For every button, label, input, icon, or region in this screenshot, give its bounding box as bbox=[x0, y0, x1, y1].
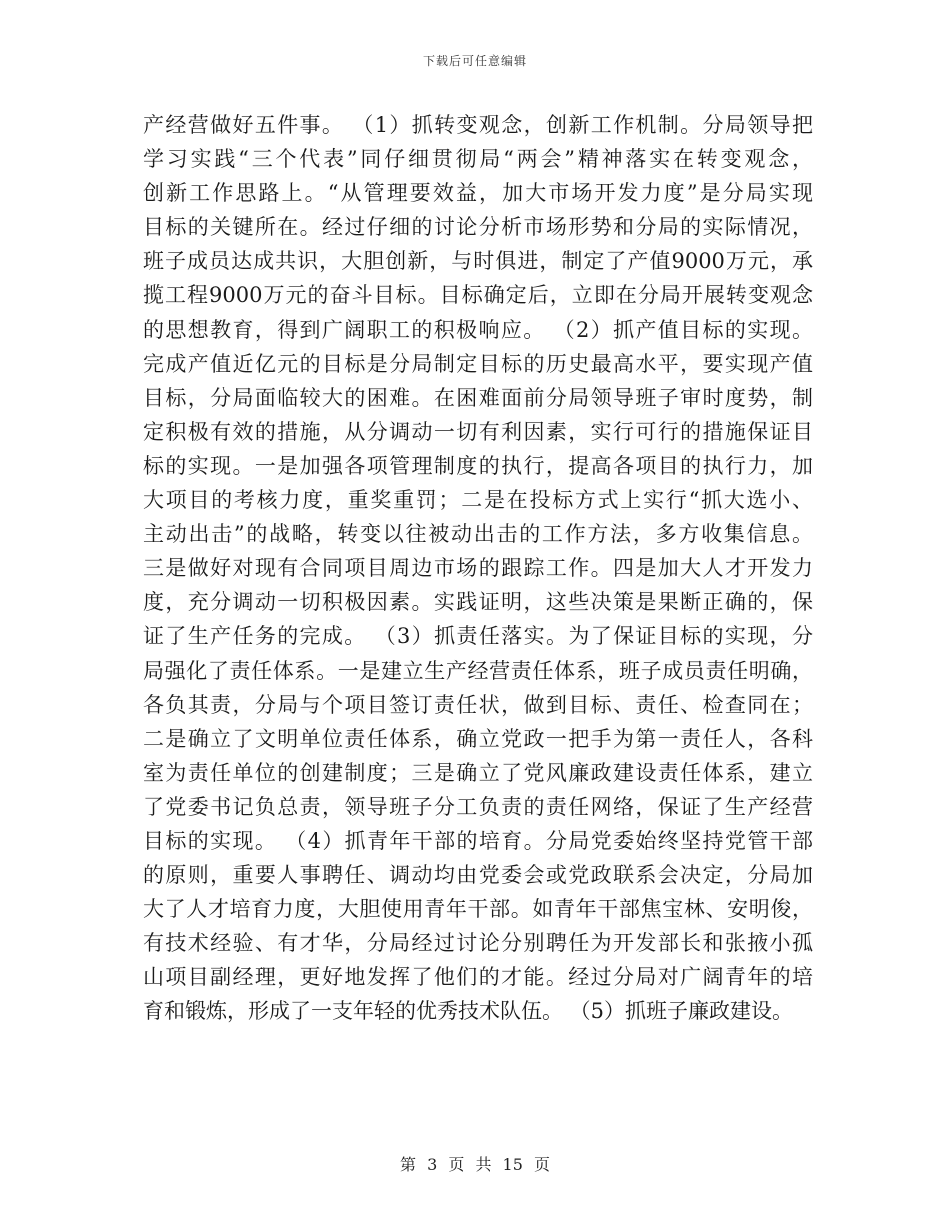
text-line: 标的实现。一是加强各项管理制度的执行，提高各项目的执行力，加 bbox=[143, 453, 813, 478]
text-line: 完成产值近亿元的目标是分局制定目标的历史最高水平，要实现产值 bbox=[143, 351, 813, 376]
text-line: 局强化了责任体系。一是建立生产经营责任体系，班子成员责任明确， bbox=[143, 658, 813, 683]
text-line: 大了人才培育力度，大胆使用青年干部。如青年干部焦宝林、安明俊， bbox=[143, 897, 813, 922]
text-line: 育和锻炼，形成了一支年轻的优秀技术队伍。 （5）抓班子廉政建设。 bbox=[143, 999, 794, 1024]
text-line: 度，充分调动一切积极因素。实践证明，这些决策是果断正确的，保 bbox=[143, 590, 813, 615]
text-line: 各负其责，分局与个项目签订责任状，做到目标、责任、检查同在； bbox=[143, 692, 813, 717]
text-line: 三是做好对现有合同项目周边市场的跟踪工作。四是加大人才开发力 bbox=[143, 556, 813, 581]
text-line: 目标的实现。 （4）抓青年干部的培育。分局党委始终坚持党管干部 bbox=[143, 828, 813, 853]
text-line: 的原则，重要人事聘任、调动均由党委会或党政联系会决定，分局加 bbox=[143, 863, 813, 888]
text-line: 大项目的考核力度，重奖重罚；二是在投标方式上实行“抓大选小、 bbox=[143, 488, 813, 513]
text-line: 目标，分局面临较大的困难。在困难面前分局领导班子审时度势，制 bbox=[143, 385, 813, 410]
text-line: 主动出击”的战略，转变以往被动出击的工作方法，多方收集信息。 bbox=[143, 522, 813, 547]
text-line: 学习实践“三个代表”同仔细贯彻局“两会”精神落实在转变观念， bbox=[143, 147, 813, 172]
page-header: 下载后可任意编辑 bbox=[422, 54, 527, 68]
text-line: 的思想教育，得到广阔职工的积极响应。 （2）抓产值目标的实现。 bbox=[143, 317, 813, 342]
text-line: 班子成员达成共识，大胆创新，与时俱进，制定了产值9000万元，承 bbox=[143, 249, 813, 274]
text-line: 证了生产任务的完成。 （3）抓责任落实。为了保证目标的实现，分 bbox=[143, 624, 813, 649]
text-line: 创新工作思路上。“从管理要效益，加大市场开发力度”是分局实现 bbox=[143, 181, 813, 206]
document-body bbox=[143, 108, 813, 1029]
text-line: 产经营做好五件事。 （1）抓转变观念，创新工作机制。分局领导把 bbox=[143, 113, 813, 137]
text-line: 有技术经验、有才华，分局经过讨论分别聘任为开发部长和张掖小孤 bbox=[143, 931, 813, 956]
text-line: 二是确立了文明单位责任体系，确立党政一把手为第一责任人，各科 bbox=[143, 726, 813, 751]
page-number: 第 3 页 共 15 页 bbox=[400, 1155, 550, 1174]
text-line: 了党委书记负总责，领导班子分工负责的责任网络，保证了生产经营 bbox=[143, 794, 813, 819]
text-line: 定积极有效的措施，从分调动一切有利因素，实行可行的措施保证目 bbox=[143, 419, 813, 444]
text-line: 揽工程9000万元的奋斗目标。目标确定后，立即在分局开展转变观念 bbox=[143, 283, 813, 308]
text-line: 室为责任单位的创建制度；三是确立了党风廉政建设责任体系，建立 bbox=[143, 760, 813, 785]
text-line: 目标的关键所在。经过仔细的讨论分析市场形势和分局的实际情况， bbox=[143, 215, 813, 240]
text-line: 山项目副经理，更好地发挥了他们的才能。经过分局对广阔青年的培 bbox=[143, 965, 813, 990]
